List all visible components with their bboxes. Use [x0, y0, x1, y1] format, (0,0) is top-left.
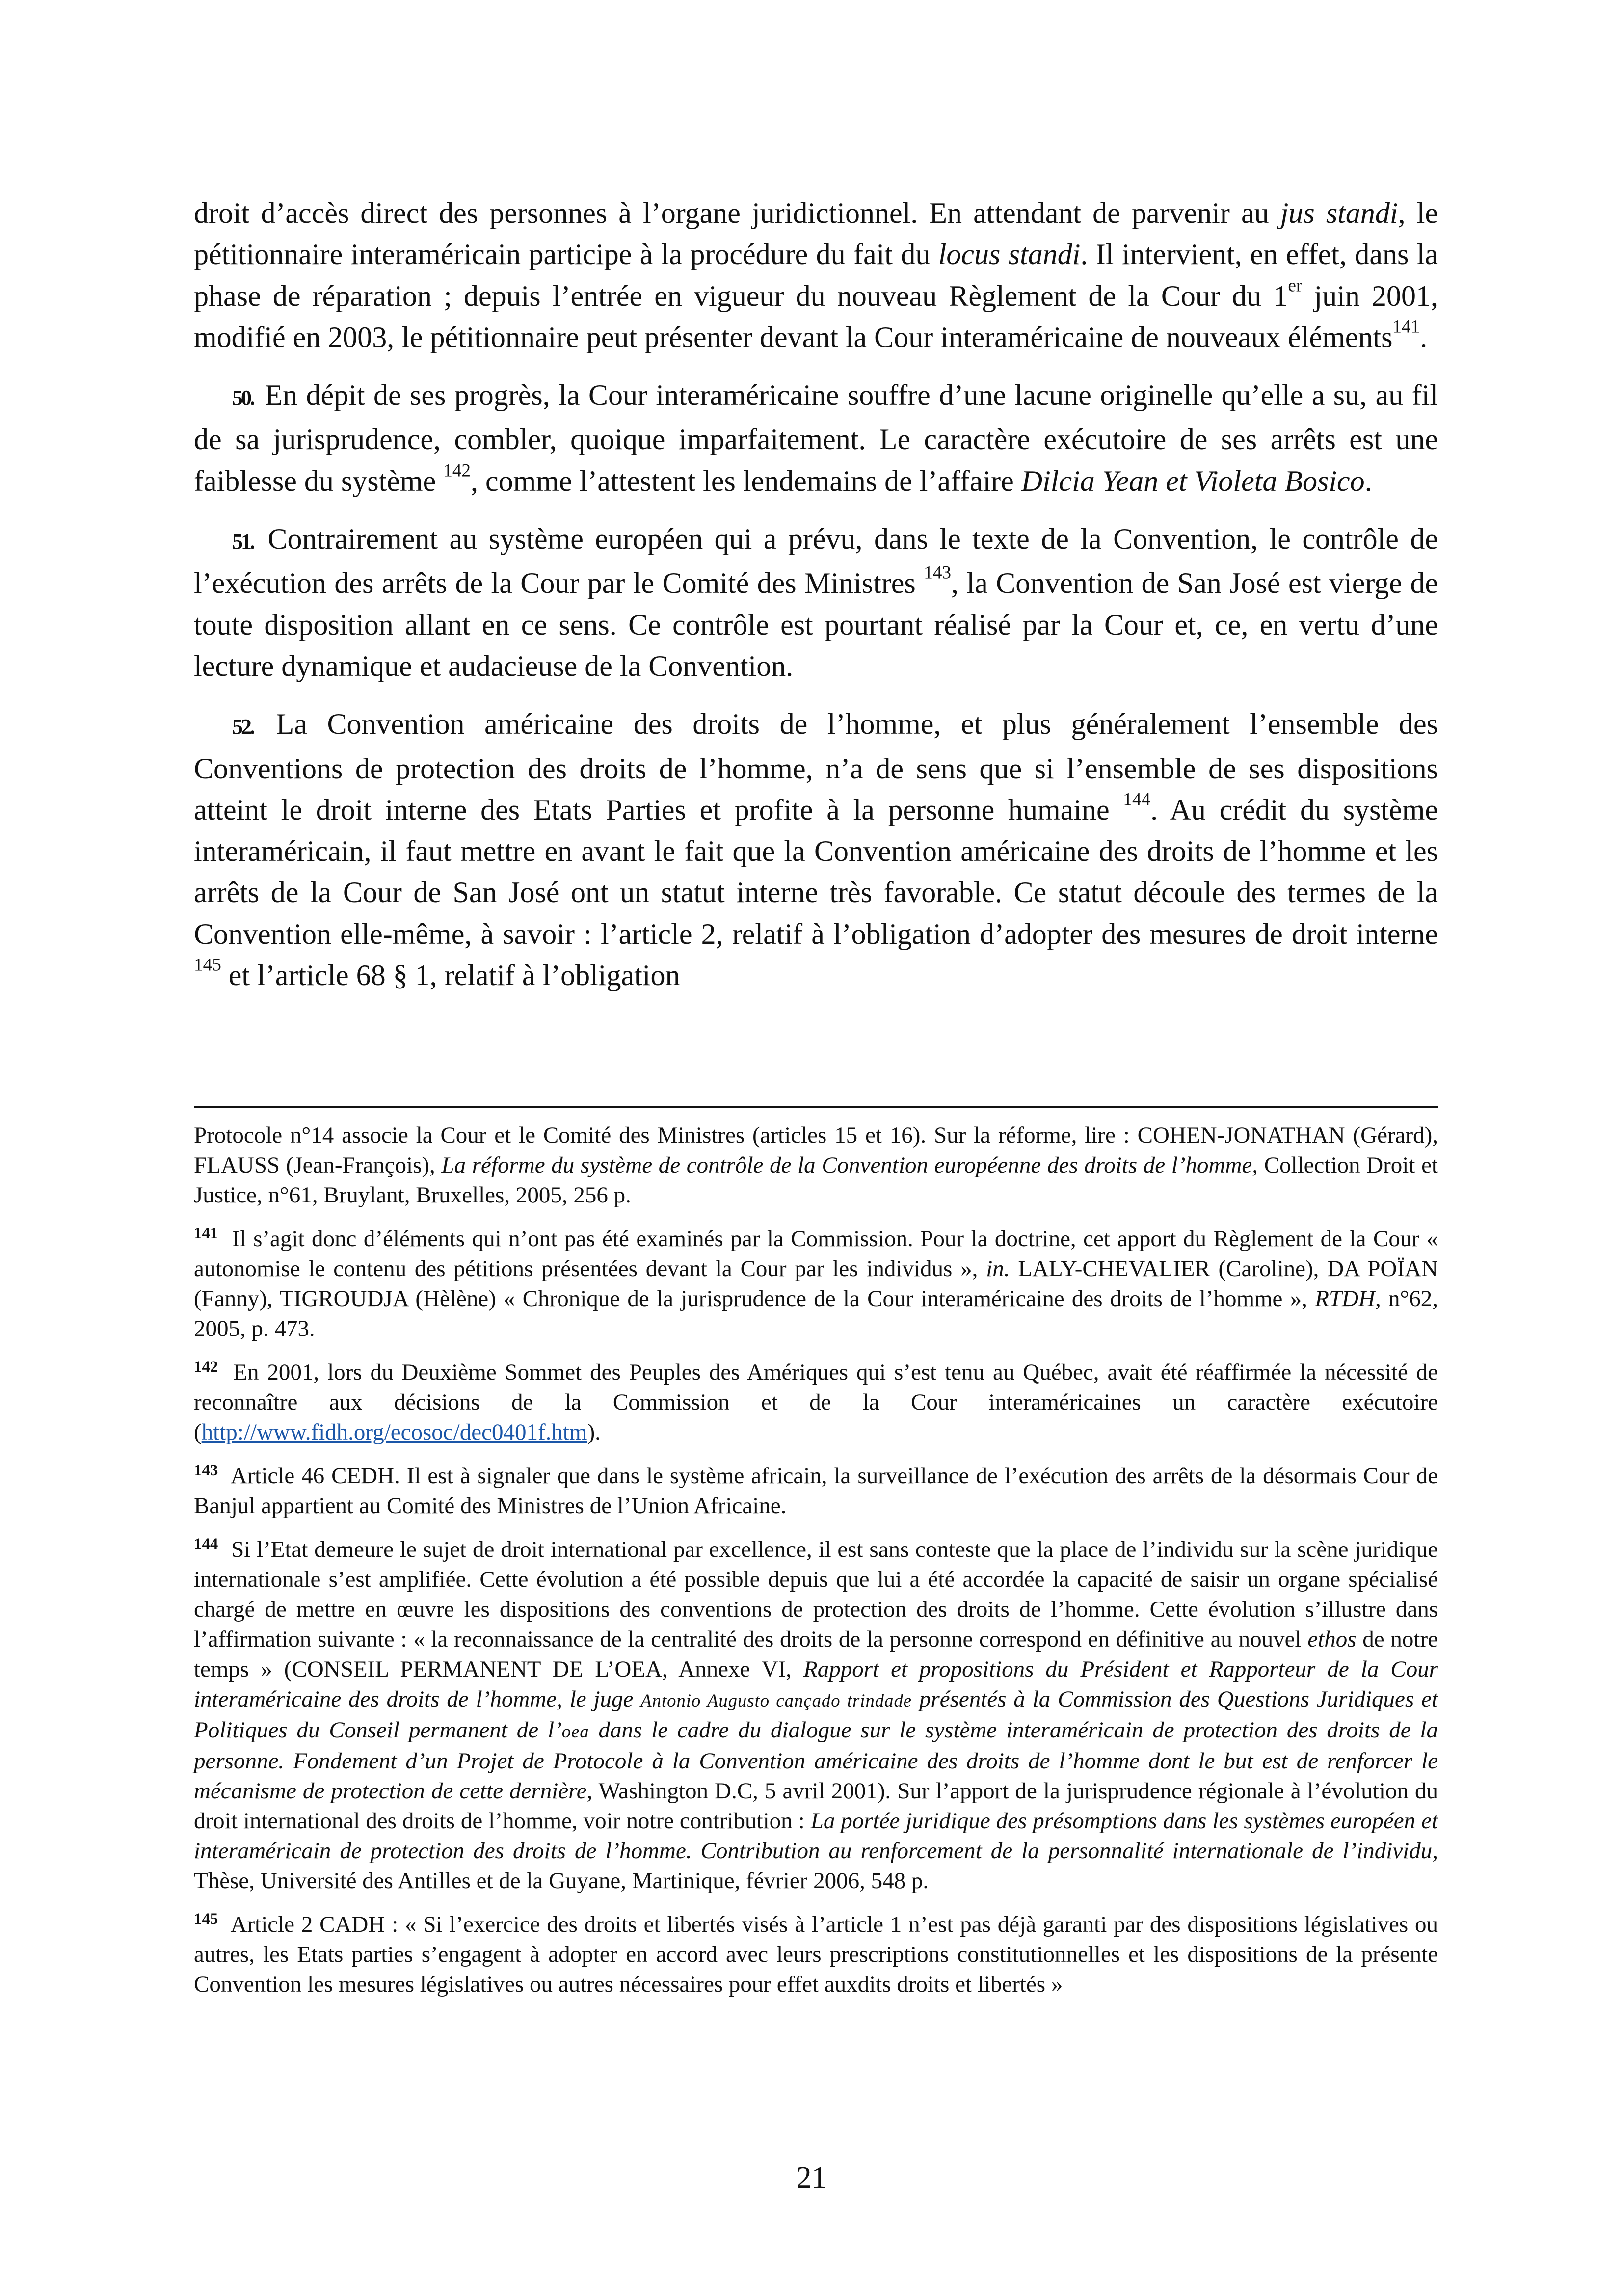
paragraph-50: 50. En dépit de ses progrès, la Cour interaméricaine souffre d’une lacune originelle qu’elle a su, au fil de sa jurisprudence, combler, quoique imparfaitement. Le caractère exécutoire de ses arrêts est une faiblesse du système $^{142}$, comme l’attestent les lendemains de l’affaire Dilcia Yean et Violeta Bosico. [194, 379, 1438, 497]
paragraph-number: 50. [232, 386, 253, 410]
footnotes [194, 1121, 1438, 2013]
footnote-separator [194, 1106, 1438, 1108]
footnote-142: $^{142}$ En 2001, lors du Deuxième Sommet des Peuples des Amériques qui s’est tenu au Québec, avait été réaffirmée la nécessité de reconnaître aux décisions de la Commission et de la Cour interaméricaines un caractère exécutoire (http://www.fidh.org/ecosoc/dec0401f.htm). [194, 1358, 1438, 1445]
footnote-number: 145 [194, 1910, 218, 1928]
footnote-number: 144 [194, 1535, 218, 1553]
footnote-141: $^{141}$ Il s’agit donc d’éléments qui n’ont pas été examinés par la Commission. Pour la doctrine, cet apport du Règlement de la Cour « autonomise le contenu des pétitions présentées devant la Cour par les individus », in. LALY-CHEVALIER (Caroline), DA POÏAN (Fanny), TIGROUDJA (Hèlène) « Chronique de la jurisprudence de la Cour interaméricaine des droits de l’homme », RTDH, n°62, 2005, p. 473. [194, 1224, 1438, 1341]
paragraph-continuation: droit d’accès direct des personnes à l’organe juridictionnel. En attendant de parvenir au jus standi, le pétitionnaire interaméricain participe à la procédure du fait du locus standi. Il intervient, en effet, dans la phase de réparation ; depuis l’entrée en vigueur du nouveau Règlement de la Cour du 1er juin 2001, modifié en 2003, le pétitionnaire peut présenter devant la Cour interaméricaine de nouveaux éléments$^{141}$. [194, 197, 1438, 353]
paragraph-number: 51. [232, 530, 253, 554]
footnote-ref-141[interactable]: 141 [1392, 317, 1420, 337]
footnote-ref-144[interactable]: 144 [1123, 789, 1151, 810]
footnote-number: 141 [194, 1224, 218, 1242]
paragraph-51: 51. Contrairement au système européen qui a prévu, dans le texte de la Convention, le contrôle de l’exécution des arrêts de la Cour par le Comité des Ministres $^{143}$, la Convention de San José est vierge de toute disposition allant en ce sens. Ce contrôle est pourtant réalisé par la Cour et, ce, en vertu d’une lecture dynamique et audacieuse de la Convention. [194, 523, 1438, 682]
footnote-145: $^{145}$ Article 2 CADH : « Si l’exercice des droits et libertés visés à l’article 1 n’est pas déjà garanti par des dispositions législatives ou autres, les Etats parties s’engagent à adopter en accord avec leurs prescriptions constitutionnelles et les dispositions de la présente Convention les mesures législatives ou autres nécessaires pour effet auxdits droits et libertés » [194, 1910, 1438, 1997]
footnote-143: $^{143}$ Article 46 CEDH. Il est à signaler que dans le système africain, la surveillance de l’exécution des arrêts de la désormais Cour de Banjul appartient au Comité des Ministres de l’Union Africaine. [194, 1461, 1438, 1519]
footnote-144: $^{144}$ Si l’Etat demeure le sujet de droit international par excellence, il est sans conteste que la place de l’individu sur la scène juridique internationale s’est amplifiée. Cette évolution a été possible depuis que lui a été accordée la capacité de saisir un organe spécialisé chargé de mettre en œuvre les dispositions des conventions de protection des droits de l’homme. Cette évolution s’illustre dans l’affirmation suivante : « la reconnaissance de la centralité des droits de la personne correspond en définitive au nouvel ethos de notre temps » (CONSEIL PERMANENT DE L’OEA, Annexe VI, Rapport et propositions du Président et Rapporteur de la Cour interaméricaine des droits de l’homme, le juge Antonio Augusto cançado trindade présentés à la Commission des Questions Juridiques et Politiques du Conseil permanent de l’oea dans le cadre du dialogue sur le système interaméricain de protection des droits de la personne. Fondement d’un Projet de Protocole à la Convention américaine des droits de l’homme dont le but est de renforcer le mécanisme de protection de cette dernière, Washington D.C, 5 avril 2001). Sur l’apport de la jurisprudence régionale à l’évolution du droit international des droits de l’homme, voir notre contribution : La portée juridique des présomptions dans les systèmes européen et interaméricain de protection des droits de l’homme. Contribution au renforcement de la personnalité internationale de l’individu, Thèse, Université des Antilles et de la Guyane, Martinique, février 2006, 548 p. [194, 1535, 1438, 1894]
superscript-er: er [1288, 275, 1303, 295]
paragraph-number: 52. [232, 715, 253, 739]
footnote-number: 143 [194, 1461, 218, 1479]
page-number: 21 [796, 2161, 827, 2194]
footnote-ref-142[interactable]: 142 [443, 460, 471, 481]
fidh-link[interactable]: http://www.fidh.org/ecosoc/dec0401f.htm [201, 1419, 587, 1445]
main-text [194, 192, 1438, 996]
footnote-continuation: Protocole n°14 associe la Cour et le Comité des Ministres (articles 15 et 16). Sur la réforme, lire : COHEN-JONATHAN (Gérard), FLAUSS (Jean-François), La réforme du système de contrôle de la Convention européenne des droits de l’homme, Collection Droit et Justice, n°61, Bruylant, Bruxelles, 2005, 256 p. [194, 1122, 1438, 1208]
paragraph-52: 52. La Convention américaine des droits de l’homme, et plus généralement l’ensemble des Conventions de protection des droits de l’homme, n’a de sens que si l’ensemble de ses dispositions atteint le droit interne des Etats Parties et profite à la personne humaine $^{144}$. Au crédit du système interaméricain, il faut mettre en avant le fait que la Convention américaine des droits de l’homme et les arrêts de la Cour de San José ont un statut interne très favorable. Ce statut découle des termes de la Convention elle-même, à savoir : l’article 2, relatif à l’obligation d’adopter des mesures de droit interne $^{145}$ et l’article 68 § 1, relatif à l’obligation [194, 708, 1438, 992]
footnote-ref-143[interactable]: 143 [924, 562, 952, 583]
footnote-ref-145[interactable]: 145 [194, 955, 221, 975]
footnote-number: 142 [194, 1358, 218, 1376]
